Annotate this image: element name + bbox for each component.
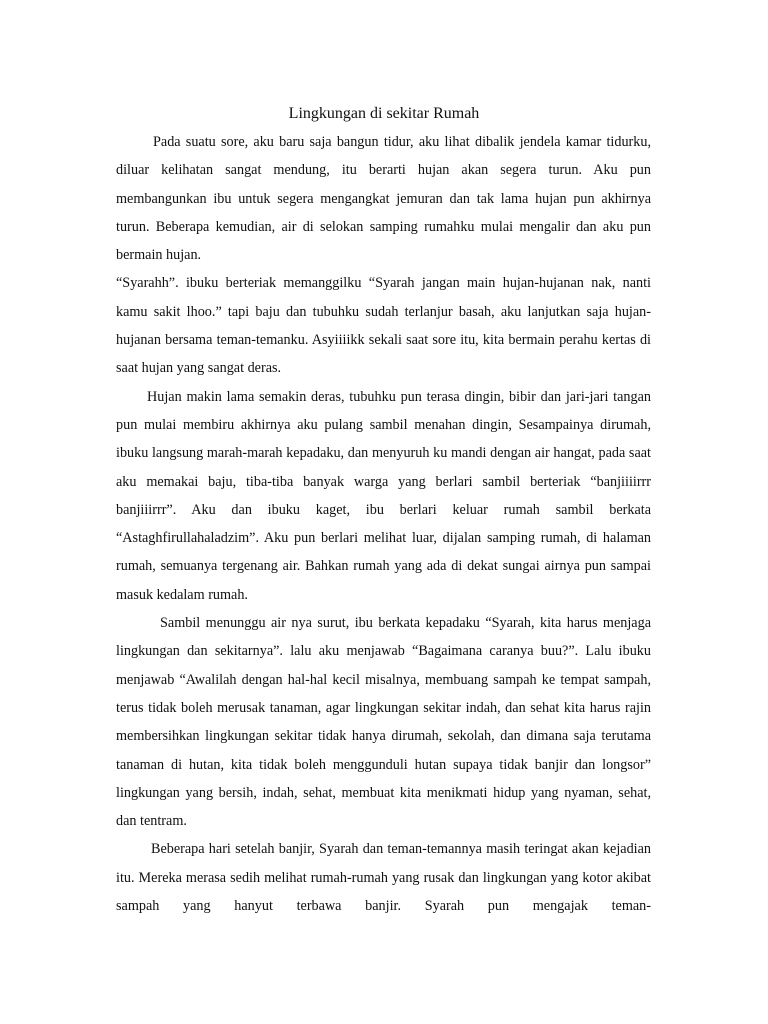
paragraph: “Syarahh”. ibuku berteriak memanggilku “Syarah jangan main hujan-hujanan nak, nanti kamu sakit lhoo.” tapi baju dan tubuhku sudah terlanjur basah, aku lanjutkan saja hujan-hujanan bersama teman-temanku. Asyiiiikk sekali saat sore itu, kita bermain perahu kertas di saat hujan yang sangat deras. (116, 275, 651, 377)
document-title: Lingkungan di sekitar Rumah (288, 105, 480, 122)
paragraph: Sambil menunggu air nya surut, ibu berkata kepadaku “Syarah, kita harus menjaga lingkungan dan sekitarnya”. lalu aku menjawab “Bagaimana caranya buu?”. Lalu ibuku menjawab “Awalilah dengan hal-hal kecil misalnya, membuang sampah ke tempat sampah, terus tidak boleh merusak tanaman, agar lingkungan sekitar indah, dan sehat kita harus rajin membersihkan lingkungan sekitar tidak hanya dirumah, sekolah, dan dimana saja terutama tanaman di hutan, kita tidak boleh menggunduli hutan supaya tidak banjir dan longsor” lingkungan yang bersih, indah, sehat, membuat kita menikmati hidup yang nyaman, sehat, dan tentram. (116, 615, 651, 830)
paragraph: Hujan makin lama semakin deras, tubuhku pun terasa dingin, bibir dan jari-jari tangan pun mulai membiru akhirnya aku pulang sambil menahan dingin, Sesampainya dirumah, ibuku langsung marah-marah kepadaku, dan menyuruh ku mandi dengan air hangat, pada saat aku memakai baju, tiba-tiba banyak warga yang berlari sambil berteriak “banjiiiirrr banjiiirrr”. Aku dan ibuku kaget, ibu berlari keluar rumah sambil berkata “Astaghfirullahaladzim”. Aku pun berlari melihat luar, dijalan samping rumah, di halaman rumah, semuanya tergenang air. Bahkan rumah yang ada di dekat sungai airnya pun sampai masuk kedalam rumah. (116, 388, 651, 603)
document-body (116, 128, 651, 920)
paragraph: Pada suatu sore, aku baru saja bangun tidur, aku lihat dibalik jendela kamar tidurku, diluar kelihatan sangat mendung, itu berarti hujan akan segera turun. Aku pun membangunkan ibu untuk segera mengangkat jemuran dan tak lama hujan pun akhirnya turun. Beberapa kemudian, air di selokan samping rumahku mulai mengalir dan aku pun bermain hujan. (116, 134, 651, 264)
paragraph: Beberapa hari setelah banjir, Syarah dan teman-temannya masih teringat akan kejadian itu. Mereka merasa sedih melihat rumah-rumah yang rusak dan lingkungan yang kotor akibat sampah yang hanyut terbawa banjir. Syarah pun mengajak teman- (116, 841, 651, 915)
